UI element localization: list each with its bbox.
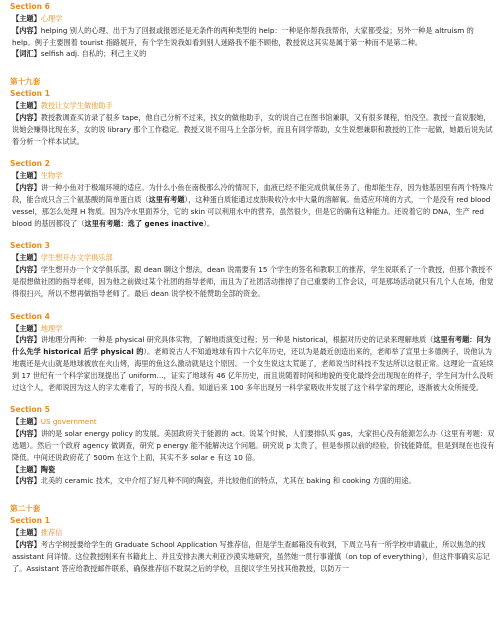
content-text: 讲的是 solar energy policy 的发展。美国政府关于能源的 act。说某个时候，人们要排队买 gas，大家担心没有能源怎么办（这里有考题：双选题）。然后一个政府 agency 做调查，研究 p energy 能不能解决这个问题。研究说 p 太贵了，但是参照以前的经验，价钱能降低，但是到现在也没有降低。中间还说政府花了 500m 在这个上面，其实不多 solar e 有这 10 倍。 [12,429,495,462]
content-text: helping 别人的心理、出于为了回报或报恩还是无条件的两种类型的 help：一种是你帮我我帮你，大家都受益；另外一种是 altruism 的 help。例子主要围着 tourist 指路展开，有个学生说我如看到别人迷路我不能不顾他，教授说这其实是属于第一种而不是第二种。 [12,25,474,47]
content-paragraph [10,112,496,147]
content-paragraph [10,475,496,487]
section-heading: Section 1 [10,516,50,526]
content-tag: 【内容】 [12,476,41,486]
content-text: 讲地理分两种：一种是 physical 研究具体实物，了解地质演变过程；另一种是 historical，根据对历史的记录来理解地质（ [40,335,434,345]
topic-title: US government [40,417,97,427]
topic-tag: 【主题】 [12,528,41,538]
section-heading: Section 1 [10,89,50,99]
topic-line [10,100,496,112]
section-heading: Section 5 [10,405,50,415]
content-paragraph [10,428,496,463]
topic-line [10,170,496,182]
section-heading: Section 6 [10,2,50,11]
content-tag: 【内容】 [12,429,41,439]
content-paragraph [10,25,496,49]
topic-tag: 【主题】 [12,171,41,181]
content-text: ）。老师说古人不知道地球有四十六亿年历史，还以为是最近创造出来的，老师举了宣里士多德例子，说他认为地震还是火山就是地球被放在火山烤，海里的鱼这么激动就是这个原因。一个女生说这太荒诞了，老师说当时科技不发达所以这很正常。这理论一直延续到 17 世纪有一个科学家出现提出了 uniform…，证实了地球有 46 亿年历史，而且说随着时间和地貌的变化最终会出现现在的样子，学生问为什么没听过这个人，老师说因为这人的字太难看了，写的书没人看。知道后来 100 多年出现另一科学家吸收并发展了这个科学家的理论，逐渐被大众所接受。 [12,347,494,392]
content-text: ），这种蛋白质能通过皮肤吸收冷水中大量的溶解氧。鱼适应环境的方式，一个是没有 red blood vessel，那怎么处理 H 物质。因为冷水里面养分，它的 skin 可以利用水中的营养，虽然很少，但是它的确有这种能力。还说着它的 DNA，生产 red blood 的基因都没了（ [12,194,491,228]
content-paragraph [10,334,496,393]
content-text: ）。 [203,218,215,228]
content-tag: 【内容】 [12,25,41,35]
topic-line [10,323,496,335]
exam-note: 这里有考题：问为什么先学 historical 后学 physical 的 [12,335,491,357]
topic-title: 陶瓷 [40,464,56,474]
exam-note: 这里有考题 [148,194,185,204]
topic-line [10,464,496,476]
topic-title: 推荐信 [40,528,63,538]
section-heading: Section 2 [10,159,50,169]
content-text: 考古学树授要给学生的 Graduate School Application 写推荐信，但是学生查邮箱没有收到，下周立马有一所学校申请截止，所以焦急的找 assistant 问详情。这位教授刚来有书籍此上、并且安排去澳大利亚沙漠实地研究，虽然她一贯行事谨慎（on top of everything），但这件事确实忘记了。Assistant 答应给教授邮件联系，确保推荐信不耽误之后的学校，且提议学生另找其他教授，以防万一 [12,539,490,573]
topic-title: 教授让女学生做他助手 [40,101,113,111]
content-paragraph [10,182,496,229]
content-tag: 【内容】 [12,265,41,275]
exam-note: 这里有考题：选了 genes inactive [84,218,204,228]
section-heading: Section 3 [10,241,50,251]
topic-line [10,416,496,428]
topic-tag: 【主题】 [12,464,41,474]
chapter-title: 第二十套 [10,504,41,514]
vocab-tag: 【词汇】 [12,49,41,59]
topic-tag: 【主题】 [12,253,41,263]
topic-title: 生物学 [40,171,63,181]
topic-tag: 【主题】 [12,14,41,23]
content-tag: 【内容】 [12,183,41,193]
content-paragraph [10,264,496,299]
content-tag: 【内容】 [12,539,41,549]
content-tag: 【内容】 [12,335,41,345]
topic-line [10,527,496,539]
content-text: 教授教调查买访录了很多 tape，他自己分析不过来，找女的做他助手，女的说自己在图书馆兼职，又有很多课程，怕没空。教授一直说服她，说她会赚得比现在多，女的说 library 那个工作稳定。教授又说不用马上全部分析，而且有同学帮助，女生说想兼职和教授的工作一起做，她最后说先试着分析一个样本试试。 [12,112,493,146]
topic-tag: 【主题】 [12,417,41,427]
topic-line [10,252,496,264]
topic-line [10,13,496,25]
topic-tag: 【主题】 [12,323,41,333]
content-tag: 【内容】 [12,112,41,122]
content-text: 学生想开办一个文学俱乐部，跟 dean 聊这个想法，dean 说需要有 15 个学生的签名和教职工的推荐，学生说联系了一个教授，但那个教授不是很想做社团的指导老师，因为他之前做过某个社团的指导老师，而且为了社团活动推掉了自己重要的工作会议，可是那场活动就只有几个人在场，他觉得很扫兴，所以不想再做指导老师了。最后 dean 说学校不能赞助全部的资金。 [12,265,494,298]
section-heading: Section 4 [10,311,50,321]
content-paragraph [10,539,496,574]
vocab-text: selfish adj. 自私的；利己主义的 [40,49,147,59]
content-text: 讲一种小鱼对于极端环境的适应。为什么小鱼在南极那么冷的情况下，血液已经不能完成供氧任务了，他却能生存，因为他基因里有两个特殊片段，能合成只含三个氨基酸的简单蛋白质（ [12,183,494,204]
vocab-line [10,48,496,60]
content-text: 北美的 ceramic 技术，文中介绍了好几种不同的陶瓷，并比较他们的特点，尤其在 baking 和 cooking 方面的用途。 [40,476,416,486]
chapter-title: 第十九套 [10,77,41,87]
topic-title: 心理学 [40,14,63,23]
topic-tag: 【主题】 [12,101,41,111]
topic-title: 地理学 [40,323,63,333]
topic-title: 学生想开办文学俱乐部 [40,253,113,263]
